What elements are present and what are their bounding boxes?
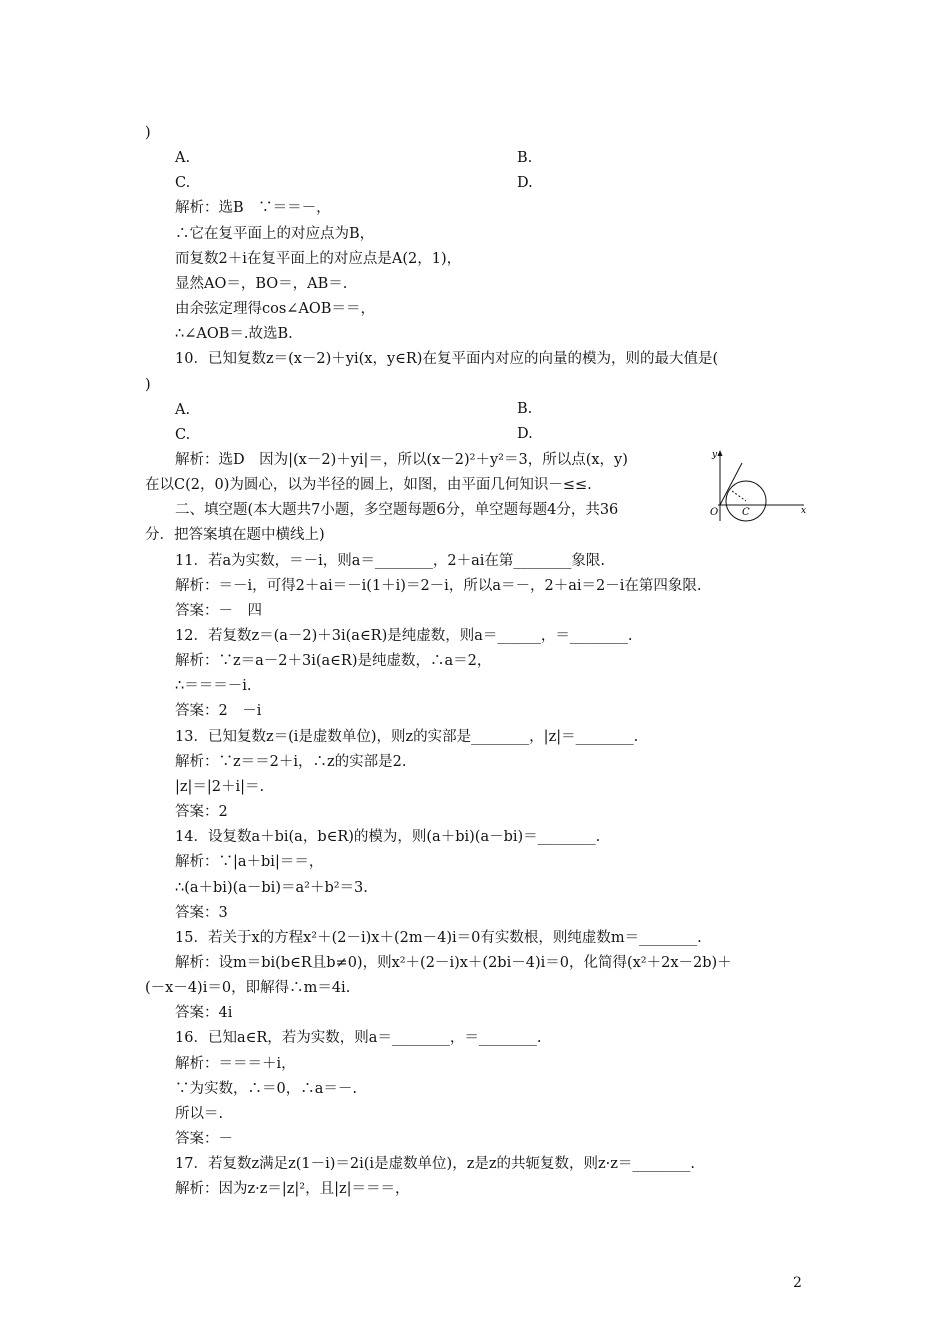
text-line: ) <box>145 377 151 393</box>
text-line: C. <box>175 427 191 443</box>
text-line: ∴＝＝＝－i. <box>175 678 252 694</box>
text-line: 14．设复数a＋bi(a，b∈R)的模为，则(a＋bi)(a－bi)＝________. <box>175 829 601 845</box>
text-line: 解析：∵z＝＝2＋i，∴z的实部是2. <box>175 754 407 770</box>
text-line: |z|＝|2＋i|＝. <box>175 779 265 795</box>
option-d-q9: D. <box>517 175 533 191</box>
y-axis-label: y <box>712 450 718 460</box>
text-line: 13．已知复数z＝(i是虚数单位)，则z的实部是________，|z|＝________. <box>175 729 639 745</box>
text-line: 解析：选B ∵＝＝－， <box>175 200 331 216</box>
text-line: 答案：2 <box>175 804 228 820</box>
origin-label: O <box>710 507 719 518</box>
circle-figure <box>706 447 810 523</box>
text-line: 解析：设m＝bi(b∈R且b≠0)，则x²＋(2－i)x＋(2bi－4)i＝0，化简得(x²＋2x－2b)＋ <box>175 955 732 971</box>
text-line: ∵为实数，∴＝0，∴a＝－. <box>175 1081 357 1097</box>
text-line: 答案：2 －i <box>175 703 262 719</box>
text-line: ∴它在复平面上的对应点为B， <box>175 226 375 242</box>
text-line: A. <box>175 150 191 166</box>
text-line: A. <box>175 402 191 418</box>
option-d-q10: D. <box>517 426 533 442</box>
center-label: C <box>742 507 750 518</box>
text-line: 解析：因为z·z＝|z|²，且|z|＝＝＝， <box>175 1181 410 1197</box>
text-line: 解析：∵|a＋bi|＝＝， <box>175 854 324 870</box>
text-line: 17．若复数z满足z(1－i)＝2i(i是虚数单位)，z是z的共轭复数，则z·z＝________. <box>175 1156 695 1172</box>
page-number: 2 <box>793 1275 802 1291</box>
text-line: 所以＝. <box>175 1106 224 1122</box>
text-line: 16．已知a∈R，若为实数，则a＝________，＝________. <box>175 1030 542 1046</box>
text-line: 11．若a为实数，＝－i，则a＝________，2＋ai在第________象限. <box>175 553 605 569</box>
text-line: 答案：4i <box>175 1005 233 1021</box>
text-line: 解析：＝－i，可得2＋ai＝－i(1＋i)＝2－i，所以a＝－，2＋ai＝2－i在第四象限. <box>175 578 702 594</box>
text-line: 10．已知复数z＝(x－2)＋yi(x，y∈R)在复平面内对应的向量的模为，则的最大值是( <box>175 351 719 367</box>
text-line: (－x－4)i＝0，即解得∴m＝4i. <box>145 980 351 996</box>
text-line: 解析：∵z＝a－2＋3i(a∈R)是纯虚数，∴a＝2， <box>175 653 492 669</box>
text-line: 显然AO＝，BO＝，AB＝. <box>175 276 348 292</box>
text-line: C. <box>175 175 191 191</box>
text-line: 答案：－ <box>175 1131 233 1147</box>
text-line: 12．若复数z＝(a－2)＋3i(a∈R)是纯虚数，则a＝______，＝________. <box>175 628 633 644</box>
text-line: 答案：3 <box>175 905 228 921</box>
text-line: 解析：选D 因为|(x－2)＋yi|＝，所以(x－2)²＋y²＝3，所以点(x，y) <box>175 452 628 468</box>
text-line: 二、填空题(本大题共7小题，多空题每题6分，单空题每题4分，共36 <box>175 502 619 518</box>
text-line: 由余弦定理得cos∠AOB＝＝， <box>175 301 375 317</box>
option-b-q10: B. <box>517 401 533 417</box>
text-line: 解析：＝＝＝＋i， <box>175 1056 296 1072</box>
text-line: ∴∠AOB＝.故选B. <box>175 326 293 342</box>
text-line: 答案：－ 四 <box>175 603 262 619</box>
text-line: 分．把答案填在题中横线上) <box>145 527 325 543</box>
option-b-q9: B. <box>517 150 533 166</box>
text-line: ) <box>145 125 151 141</box>
text-line: ∴(a＋bi)(a－bi)＝a²＋b²＝3. <box>175 880 368 896</box>
text-line: 在以C(2，0)为圆心，以为半径的圆上，如图，由平面几何知识－≤≤. <box>145 477 592 493</box>
text-line: 而复数2＋i在复平面上的对应点是A(2，1)， <box>175 251 462 267</box>
text-line: 15．若关于x的方程x²＋(2－i)x＋(2m－4)i＝0有实数根，则纯虚数m＝________. <box>175 930 702 946</box>
x-axis-label: x <box>801 506 807 516</box>
